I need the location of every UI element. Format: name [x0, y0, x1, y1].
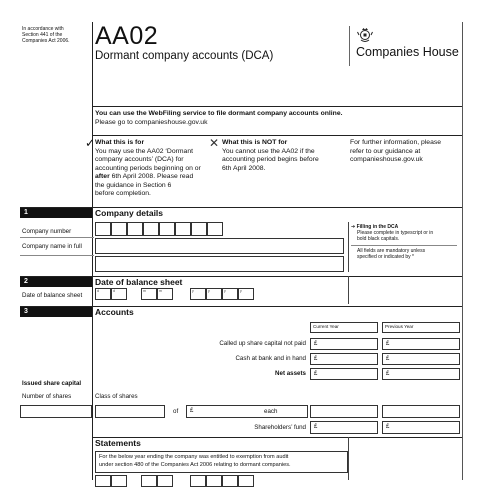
date-char-cell[interactable] — [157, 475, 173, 487]
previous-year-label: Previous Year — [385, 324, 414, 329]
hint-divider — [351, 245, 457, 246]
date-char-cell[interactable] — [222, 288, 238, 300]
date-char-cell[interactable] — [190, 475, 206, 487]
net-assets-current-field[interactable] — [310, 368, 378, 380]
company-number-rule — [20, 237, 94, 238]
currency-symbol: £ — [386, 356, 390, 362]
each-label: each — [264, 408, 278, 415]
frame-right — [462, 22, 463, 480]
company-number-label: Company number — [22, 228, 72, 235]
cash-current-field[interactable] — [310, 353, 378, 365]
what-for-line: company accounts’ (DCA) for — [95, 156, 184, 163]
section2-number: 2 — [20, 277, 92, 287]
what-not-for-line: accounting period begins before — [222, 156, 319, 163]
current-year-header — [310, 322, 378, 333]
date-char-hint: m — [159, 289, 162, 293]
company-number-char-cell[interactable] — [159, 222, 175, 236]
hint-line: specified or indicated by * — [357, 253, 414, 260]
hint-title: Filling in the DCA — [356, 224, 399, 230]
class-of-shares-field[interactable] — [95, 405, 165, 418]
net-assets-previous-field[interactable] — [382, 368, 460, 380]
form-title: Dormant company accounts (DCA) — [95, 50, 274, 62]
date-char-cell[interactable] — [222, 475, 238, 487]
what-for-line: You may use the AA02 ‘Dormant — [95, 147, 193, 155]
company-name-label: Company name in full — [22, 243, 82, 250]
row-cash-label: Cash at bank and in hand — [235, 355, 306, 362]
row-net-assets-label: Net assets — [275, 370, 306, 377]
date-char-cell[interactable] — [95, 475, 111, 487]
legal-note — [22, 26, 88, 45]
shareholders-fund-current-field[interactable] — [310, 421, 378, 434]
shareholders-fund-label: Shareholders’ fund — [254, 424, 306, 431]
what-not-for-block — [222, 139, 347, 173]
currency-symbol: £ — [314, 341, 318, 347]
called-up-previous-field[interactable] — [382, 338, 460, 350]
hint-line: Please complete in typescript or in — [357, 230, 434, 237]
date-label: Date of balance sheet — [22, 292, 83, 299]
company-name-field-line2[interactable] — [95, 256, 344, 272]
row-called-up-label: Called up share capital not paid — [219, 340, 306, 347]
intro-headline: You can use the WebFiling service to file dormant company accounts online. — [95, 110, 343, 117]
what-for-line — [95, 173, 245, 182]
brand-name: Companies House — [356, 45, 459, 59]
further-info-block — [350, 139, 460, 165]
date-char-cell[interactable] — [141, 288, 157, 300]
section2-title: Date of balance sheet — [95, 277, 183, 287]
currency-symbol: £ — [386, 424, 390, 430]
company-name-field-line1[interactable] — [95, 238, 344, 254]
legal-note-line: In accordance with — [22, 26, 64, 32]
what-not-for-line: 6th April 2008. — [222, 164, 266, 172]
currency-symbol: £ — [314, 356, 318, 362]
company-number-char-cell[interactable] — [95, 222, 111, 236]
date-char-hint: d — [97, 289, 99, 293]
share-extra-previous-field[interactable] — [382, 405, 460, 418]
what-for-line: accounting periods beginning on or — [95, 164, 201, 172]
previous-year-header — [382, 322, 460, 333]
currency-symbol: £ — [314, 424, 318, 430]
statements-line: For the below year ending the company was entitled to exemption from audit — [99, 454, 289, 460]
date-char-cell[interactable] — [111, 288, 127, 300]
what-not-for-title: What this is NOT for — [222, 139, 288, 146]
arrow-right-icon: ➔ — [351, 224, 357, 230]
cash-previous-field[interactable] — [382, 353, 460, 365]
class-of-shares-label: Class of shares — [95, 393, 138, 400]
form-code: AA02 — [95, 22, 159, 50]
cross-icon: ✕ — [209, 136, 220, 150]
date-char-cell[interactable] — [157, 288, 173, 300]
number-of-shares-field[interactable] — [20, 405, 92, 418]
intro-subline: Please go to companieshouse.gov.uk — [95, 119, 208, 126]
shareholders-fund-previous-field[interactable] — [382, 421, 460, 434]
date-char-hint: y — [240, 289, 242, 293]
date-char-cell[interactable] — [95, 288, 111, 300]
what-for-line: the guidance in Section 6 — [95, 181, 172, 189]
statements-divider — [348, 437, 349, 480]
statements-box — [95, 451, 348, 473]
section1-title: Company details — [95, 208, 164, 218]
after-bold: after — [95, 173, 110, 180]
date-char-hint: d — [113, 289, 115, 293]
company-number-char-cell[interactable] — [127, 222, 143, 236]
currency-symbol: £ — [386, 341, 390, 347]
date-char-hint: y — [224, 289, 226, 293]
further-info-line: refer to our guidance at — [350, 147, 421, 155]
frame-left — [92, 22, 93, 480]
company-number-char-cell[interactable] — [143, 222, 159, 236]
statements-title: Statements — [95, 438, 141, 448]
hint-content — [351, 224, 459, 260]
currency-symbol: £ — [190, 408, 194, 414]
company-name-rule — [20, 255, 94, 256]
hint-line: All fields are mandatory unless — [357, 247, 426, 254]
intro-rule — [92, 135, 462, 136]
legal-note-line: Companies Act 2006. — [22, 38, 70, 45]
company-number-char-cell[interactable] — [191, 222, 207, 236]
number-of-shares-label: Number of shares — [22, 393, 72, 400]
currency-symbol: £ — [386, 371, 390, 377]
share-value-field[interactable] — [186, 405, 308, 418]
share-extra-current-field[interactable] — [310, 405, 378, 418]
current-year-label: Current Year — [313, 324, 339, 329]
date-char-hint: m — [143, 289, 146, 293]
royal-crest-icon — [356, 26, 374, 44]
brand-divider — [349, 26, 350, 66]
issued-share-capital-heading: Issued share capital — [22, 380, 82, 387]
legal-note-line: Section 441 of the — [22, 32, 63, 39]
date-char-cell[interactable] — [111, 475, 127, 487]
what-not-for-line: You cannot use the AA02 if the — [222, 147, 315, 155]
what-for-line: before completion. — [95, 190, 151, 197]
section3-title: Accounts — [95, 307, 134, 317]
date-char-cell[interactable] — [190, 288, 206, 300]
section3-number: 3 — [20, 307, 92, 317]
called-up-current-field[interactable] — [310, 338, 378, 350]
after-rest: 6th April 2008. Please read — [109, 173, 194, 180]
what-for-title: What this is for — [95, 139, 145, 146]
hint-line: bold black capitals. — [357, 236, 400, 243]
currency-symbol: £ — [314, 371, 318, 377]
of-label: of — [173, 408, 179, 415]
further-info-line: For further information, please — [350, 139, 442, 146]
company-number-char-cell[interactable] — [175, 222, 191, 236]
date-char-cell[interactable] — [206, 475, 222, 487]
date-char-hint: y — [192, 289, 194, 293]
company-number-char-cell[interactable] — [111, 222, 127, 236]
company-number-char-cell[interactable] — [207, 222, 223, 236]
date-char-hint: y — [208, 289, 210, 293]
date-char-cell[interactable] — [238, 288, 254, 300]
section1-number: 1 — [20, 208, 92, 218]
header-rule — [92, 106, 462, 107]
further-info-line: companieshouse.gov.uk — [350, 156, 423, 163]
checkmark-icon: ✓ — [85, 136, 96, 150]
statements-rule — [92, 437, 462, 438]
date-char-cell[interactable] — [206, 288, 222, 300]
date-char-cell[interactable] — [141, 475, 157, 487]
statements-line: under section 480 of the Companies Act 2006 relating to dormant companies. — [99, 461, 291, 468]
section2-divider — [348, 276, 349, 304]
date-char-cell[interactable] — [238, 475, 254, 487]
